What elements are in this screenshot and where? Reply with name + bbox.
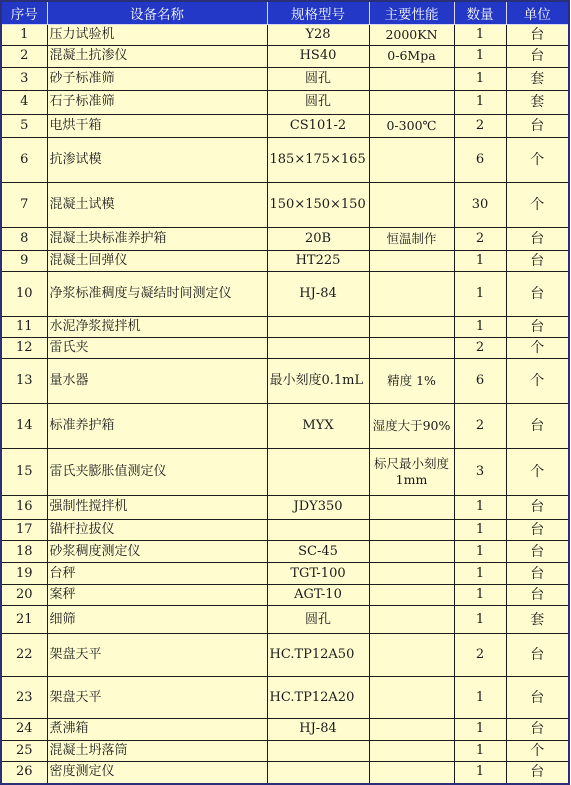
row-serial-no: 25 bbox=[1, 740, 47, 761]
table-row bbox=[1, 404, 569, 449]
row-equipment-name: 电烘干箱 bbox=[47, 114, 267, 138]
row-model-spec: HS40 bbox=[267, 46, 369, 67]
row-unit: 套 bbox=[506, 91, 569, 115]
row-equipment-name: 案秤 bbox=[47, 584, 267, 605]
row-quantity: 3 bbox=[454, 448, 506, 495]
row-unit: 台 bbox=[506, 271, 569, 316]
row-model-spec: HC.TP12A20 bbox=[267, 676, 369, 719]
row-quantity: 1 bbox=[454, 271, 506, 316]
row-quantity: 1 bbox=[454, 761, 506, 784]
row-model-spec bbox=[267, 337, 369, 358]
row-quantity: 1 bbox=[454, 584, 506, 605]
row-main-performance bbox=[369, 563, 454, 584]
row-serial-no: 24 bbox=[1, 719, 47, 740]
row-model-spec: HC.TP12A50 bbox=[267, 634, 369, 677]
row-equipment-name: 雷氏夹 bbox=[47, 337, 267, 358]
row-main-performance: 0-6Mpa bbox=[369, 46, 454, 67]
row-unit: 台 bbox=[506, 563, 569, 584]
row-serial-no: 9 bbox=[1, 250, 47, 271]
row-serial-no: 7 bbox=[1, 183, 47, 228]
row-serial-no: 8 bbox=[1, 228, 47, 250]
row-main-performance bbox=[369, 676, 454, 719]
row-quantity: 1 bbox=[454, 67, 506, 91]
row-equipment-name: 水泥净浆搅拌机 bbox=[47, 316, 267, 337]
row-unit: 台 bbox=[506, 676, 569, 719]
table-row bbox=[1, 46, 569, 67]
row-unit: 台 bbox=[506, 761, 569, 784]
row-model-spec: Y28 bbox=[267, 25, 369, 46]
row-serial-no: 20 bbox=[1, 584, 47, 605]
row-model-spec: JDY350 bbox=[267, 496, 369, 520]
row-unit: 个 bbox=[506, 138, 569, 183]
row-quantity: 2 bbox=[454, 228, 506, 250]
table-row bbox=[1, 228, 569, 250]
row-equipment-name: 抗渗试模 bbox=[47, 138, 267, 183]
table-row bbox=[1, 114, 569, 138]
row-quantity: 1 bbox=[454, 676, 506, 719]
row-main-performance: 精度 1% bbox=[369, 359, 454, 404]
header-unit: 单位 bbox=[506, 1, 569, 25]
row-model-spec: 圆孔 bbox=[267, 605, 369, 633]
row-unit: 个 bbox=[506, 448, 569, 495]
table-row bbox=[1, 634, 569, 677]
row-serial-no: 17 bbox=[1, 519, 47, 540]
row-unit: 台 bbox=[506, 540, 569, 562]
row-serial-no: 11 bbox=[1, 316, 47, 337]
row-model-spec: 150×150×150 bbox=[267, 183, 369, 228]
table-row bbox=[1, 337, 569, 358]
row-model-spec: HT225 bbox=[267, 250, 369, 271]
row-main-performance bbox=[369, 91, 454, 115]
row-serial-no: 26 bbox=[1, 761, 47, 784]
row-quantity: 1 bbox=[454, 719, 506, 740]
table-row bbox=[1, 540, 569, 562]
row-equipment-name: 密度测定仪 bbox=[47, 761, 267, 784]
row-main-performance bbox=[369, 183, 454, 228]
table-row bbox=[1, 676, 569, 719]
row-model-spec: CS101-2 bbox=[267, 114, 369, 138]
row-main-performance bbox=[369, 337, 454, 358]
row-model-spec: AGT-10 bbox=[267, 584, 369, 605]
row-model-spec: MYX bbox=[267, 404, 369, 449]
header-serial-no: 序号 bbox=[1, 1, 47, 25]
row-unit: 台 bbox=[506, 634, 569, 677]
row-quantity: 1 bbox=[454, 519, 506, 540]
row-equipment-name: 架盘天平 bbox=[47, 634, 267, 677]
row-main-performance bbox=[369, 138, 454, 183]
row-unit: 套 bbox=[506, 67, 569, 91]
row-serial-no: 16 bbox=[1, 496, 47, 520]
row-equipment-name: 砂浆稠度测定仪 bbox=[47, 540, 267, 562]
table-row bbox=[1, 316, 569, 337]
row-model-spec: 圆孔 bbox=[267, 91, 369, 115]
row-serial-no: 5 bbox=[1, 114, 47, 138]
row-model-spec bbox=[267, 740, 369, 761]
row-model-spec bbox=[267, 448, 369, 495]
row-quantity: 30 bbox=[454, 183, 506, 228]
row-quantity: 1 bbox=[454, 25, 506, 46]
row-equipment-name: 煮沸箱 bbox=[47, 719, 267, 740]
table-row bbox=[1, 448, 569, 495]
row-equipment-name: 雷氏夹膨胀值测定仪 bbox=[47, 448, 267, 495]
row-unit: 台 bbox=[506, 46, 569, 67]
row-equipment-name: 台秤 bbox=[47, 563, 267, 584]
row-unit: 个 bbox=[506, 740, 569, 761]
row-quantity: 1 bbox=[454, 740, 506, 761]
table-row bbox=[1, 250, 569, 271]
row-main-performance bbox=[369, 519, 454, 540]
row-serial-no: 12 bbox=[1, 337, 47, 358]
row-quantity: 2 bbox=[454, 634, 506, 677]
row-quantity: 2 bbox=[454, 337, 506, 358]
row-quantity: 1 bbox=[454, 605, 506, 633]
table-row bbox=[1, 183, 569, 228]
row-unit: 台 bbox=[506, 584, 569, 605]
row-serial-no: 10 bbox=[1, 271, 47, 316]
row-unit: 台 bbox=[506, 250, 569, 271]
row-unit: 台 bbox=[506, 25, 569, 46]
row-serial-no: 2 bbox=[1, 46, 47, 67]
row-main-performance: 湿度大于90% bbox=[369, 404, 454, 449]
row-serial-no: 21 bbox=[1, 605, 47, 633]
table-row bbox=[1, 25, 569, 46]
row-quantity: 1 bbox=[454, 316, 506, 337]
row-unit: 台 bbox=[506, 496, 569, 520]
row-main-performance bbox=[369, 761, 454, 784]
row-equipment-name: 锚杆拉拔仪 bbox=[47, 519, 267, 540]
row-unit: 个 bbox=[506, 337, 569, 358]
row-main-performance bbox=[369, 540, 454, 562]
table-row bbox=[1, 563, 569, 584]
row-equipment-name: 量水器 bbox=[47, 359, 267, 404]
row-model-spec: 185×175×165 bbox=[267, 138, 369, 183]
row-unit: 个 bbox=[506, 183, 569, 228]
table-row bbox=[1, 67, 569, 91]
row-model-spec bbox=[267, 316, 369, 337]
row-equipment-name: 架盘天平 bbox=[47, 676, 267, 719]
row-quantity: 6 bbox=[454, 138, 506, 183]
row-quantity: 1 bbox=[454, 91, 506, 115]
row-main-performance bbox=[369, 316, 454, 337]
row-quantity: 1 bbox=[454, 496, 506, 520]
row-quantity: 1 bbox=[454, 540, 506, 562]
row-serial-no: 23 bbox=[1, 676, 47, 719]
row-main-performance bbox=[369, 250, 454, 271]
row-unit: 台 bbox=[506, 316, 569, 337]
table-row bbox=[1, 138, 569, 183]
row-main-performance bbox=[369, 605, 454, 633]
row-equipment-name: 强制性搅拌机 bbox=[47, 496, 267, 520]
table-row bbox=[1, 519, 569, 540]
row-quantity: 2 bbox=[454, 404, 506, 449]
row-model-spec bbox=[267, 519, 369, 540]
row-model-spec: HJ-84 bbox=[267, 271, 369, 316]
row-equipment-name: 混凝土回弹仪 bbox=[47, 250, 267, 271]
row-serial-no: 4 bbox=[1, 91, 47, 115]
row-serial-no: 6 bbox=[1, 138, 47, 183]
row-main-performance bbox=[369, 584, 454, 605]
row-serial-no: 19 bbox=[1, 563, 47, 584]
row-equipment-name: 混凝土抗渗仪 bbox=[47, 46, 267, 67]
row-serial-no: 15 bbox=[1, 448, 47, 495]
row-unit: 台 bbox=[506, 114, 569, 138]
table-row bbox=[1, 496, 569, 520]
header-quantity: 数量 bbox=[454, 1, 506, 25]
row-main-performance bbox=[369, 271, 454, 316]
row-main-performance bbox=[369, 67, 454, 91]
header-model-spec: 规格型号 bbox=[267, 1, 369, 25]
row-quantity: 1 bbox=[454, 563, 506, 584]
row-equipment-name: 细筛 bbox=[47, 605, 267, 633]
table-row bbox=[1, 584, 569, 605]
row-unit: 个 bbox=[506, 359, 569, 404]
header-main-performance: 主要性能 bbox=[369, 1, 454, 25]
row-equipment-name: 混凝土坍落筒 bbox=[47, 740, 267, 761]
row-model-spec: HJ-84 bbox=[267, 719, 369, 740]
row-equipment-name: 混凝土块标准养护箱 bbox=[47, 228, 267, 250]
table-row bbox=[1, 605, 569, 633]
table-row bbox=[1, 719, 569, 740]
row-equipment-name: 压力试验机 bbox=[47, 25, 267, 46]
row-model-spec: TGT-100 bbox=[267, 563, 369, 584]
table-row bbox=[1, 359, 569, 404]
table-row bbox=[1, 740, 569, 761]
row-equipment-name: 混凝土试模 bbox=[47, 183, 267, 228]
table-row bbox=[1, 91, 569, 115]
row-model-spec: 最小刻度0.1mL bbox=[267, 359, 369, 404]
row-equipment-name: 石子标准筛 bbox=[47, 91, 267, 115]
row-model-spec: 圆孔 bbox=[267, 67, 369, 91]
row-main-performance: 2000KN bbox=[369, 25, 454, 46]
table-row bbox=[1, 271, 569, 316]
header-row bbox=[1, 1, 569, 25]
row-serial-no: 3 bbox=[1, 67, 47, 91]
row-serial-no: 14 bbox=[1, 404, 47, 449]
row-quantity: 2 bbox=[454, 114, 506, 138]
row-main-performance bbox=[369, 719, 454, 740]
row-model-spec: 20B bbox=[267, 228, 369, 250]
row-unit: 台 bbox=[506, 719, 569, 740]
row-main-performance: 恒温制作 bbox=[369, 228, 454, 250]
row-serial-no: 22 bbox=[1, 634, 47, 677]
row-model-spec: SC-45 bbox=[267, 540, 369, 562]
row-serial-no: 18 bbox=[1, 540, 47, 562]
row-main-performance: 标尺最小刻度 1mm bbox=[369, 448, 454, 495]
row-quantity: 6 bbox=[454, 359, 506, 404]
row-equipment-name: 标准养护箱 bbox=[47, 404, 267, 449]
row-main-performance bbox=[369, 740, 454, 761]
row-unit: 台 bbox=[506, 519, 569, 540]
header-equipment-name: 设备名称 bbox=[47, 1, 267, 25]
row-serial-no: 13 bbox=[1, 359, 47, 404]
row-quantity: 1 bbox=[454, 250, 506, 271]
table-row bbox=[1, 761, 569, 784]
row-main-performance bbox=[369, 496, 454, 520]
row-equipment-name: 净浆标准稠度与凝结时间测定仪 bbox=[47, 271, 267, 316]
row-unit: 台 bbox=[506, 228, 569, 250]
row-serial-no: 1 bbox=[1, 25, 47, 46]
row-quantity: 1 bbox=[454, 46, 506, 67]
row-main-performance: 0-300℃ bbox=[369, 114, 454, 138]
row-equipment-name: 砂子标准筛 bbox=[47, 67, 267, 91]
row-model-spec bbox=[267, 761, 369, 784]
row-main-performance bbox=[369, 634, 454, 677]
row-unit: 台 bbox=[506, 404, 569, 449]
row-unit: 套 bbox=[506, 605, 569, 633]
